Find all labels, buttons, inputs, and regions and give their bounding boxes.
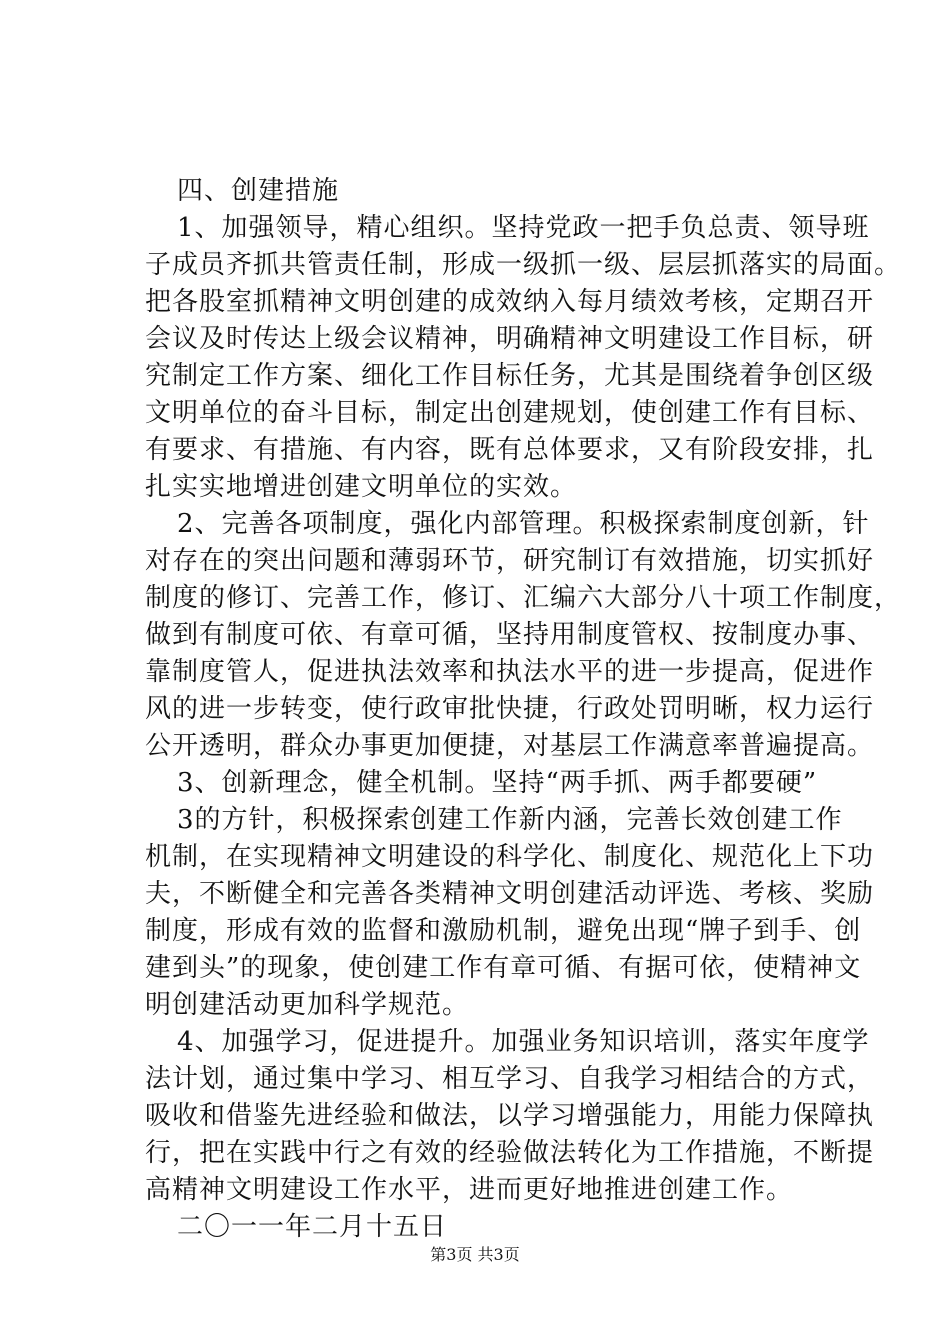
- paragraph-line: 4、加强学习，促进提升。加强业务知识培训，落实年度学: [177, 1027, 870, 1057]
- paragraph-line: 1、加强领导，精心组织。坚持党政一把手负总责、领导班: [177, 213, 870, 243]
- paragraph-line: 把各股室抓精神文明创建的成效纳入每月绩效考核，定期召开: [145, 287, 875, 317]
- paragraph-line: 公开透明，群众办事更加便捷，对基层工作满意率普遍提高。: [145, 731, 875, 761]
- paragraph-line: 行，把在实践中行之有效的经验做法转化为工作措施，不断提: [145, 1138, 875, 1168]
- document-body: [145, 173, 902, 1246]
- paragraph-line: 会议及时传达上级会议精神，明确精神文明建设工作目标，研: [145, 324, 875, 354]
- document-date: 二〇一一年二月十五日: [177, 1212, 448, 1242]
- paragraph-line: 文明单位的奋斗目标，制定出创建规划，使创建工作有目标、: [145, 398, 875, 428]
- section-heading: 四、创建措施: [177, 176, 340, 206]
- paragraph-line: 有要求、有措施、有内容，既有总体要求，又有阶段安排，扎: [145, 435, 875, 465]
- paragraph-line: 明创建活动更加科学规范。: [145, 990, 470, 1020]
- paragraph-line: 子成员齐抓共管责任制，形成一级抓一级、层层抓落实的局面。: [145, 250, 902, 280]
- paragraph-line: 风的进一步转变，使行政审批快捷，行政处罚明晰，权力运行: [145, 694, 875, 724]
- paragraph-line: 夫，不断健全和完善各类精神文明创建活动评选、考核、奖励: [145, 879, 875, 909]
- paragraph-line: 扎实实地增进创建文明单位的实效。: [145, 472, 578, 502]
- paragraph-line: 究制定工作方案、细化工作目标任务，尤其是围绕着争创区级: [145, 361, 875, 391]
- paragraph-line: 对存在的突出问题和薄弱环节，研究制订有效措施，切实抓好: [145, 546, 875, 576]
- page-number-footer: 第3页 共3页: [430, 1245, 520, 1264]
- paragraph-line: 2、完善各项制度，强化内部管理。积极探索制度创新，针: [177, 509, 870, 539]
- paragraph-line: 靠制度管人，促进执法效率和执法水平的进一步提高，促进作: [145, 657, 875, 687]
- paragraph-line: 3、创新理念，健全机制。坚持“两手抓、两手都要硬”: [177, 768, 818, 798]
- paragraph-line: 法计划，通过集中学习、相互学习、自我学习相结合的方式，: [145, 1064, 875, 1094]
- paragraph-line: 吸收和借鉴先进经验和做法，以学习增强能力，用能力保障执: [145, 1101, 875, 1131]
- paragraph-line: 建到头”的现象，使创建工作有章可循、有据可依，使精神文: [145, 953, 862, 983]
- paragraph-line: 制度的修订、完善工作，修订、汇编六大部分八十项工作制度，: [145, 583, 902, 613]
- paragraph-line: 制度，形成有效的监督和激励机制，避免出现“牌子到手、创: [145, 916, 862, 946]
- paragraph-line: 高精神文明建设工作水平，进而更好地推进创建工作。: [145, 1175, 794, 1205]
- paragraph-line: 做到有制度可依、有章可循，坚持用制度管权、按制度办事、: [145, 620, 875, 650]
- paragraph-line: 机制，在实现精神文明建设的科学化、制度化、规范化上下功: [145, 842, 875, 872]
- paragraph-line: 3的方针，积极探索创建工作新内涵，完善长效创建工作: [177, 805, 843, 835]
